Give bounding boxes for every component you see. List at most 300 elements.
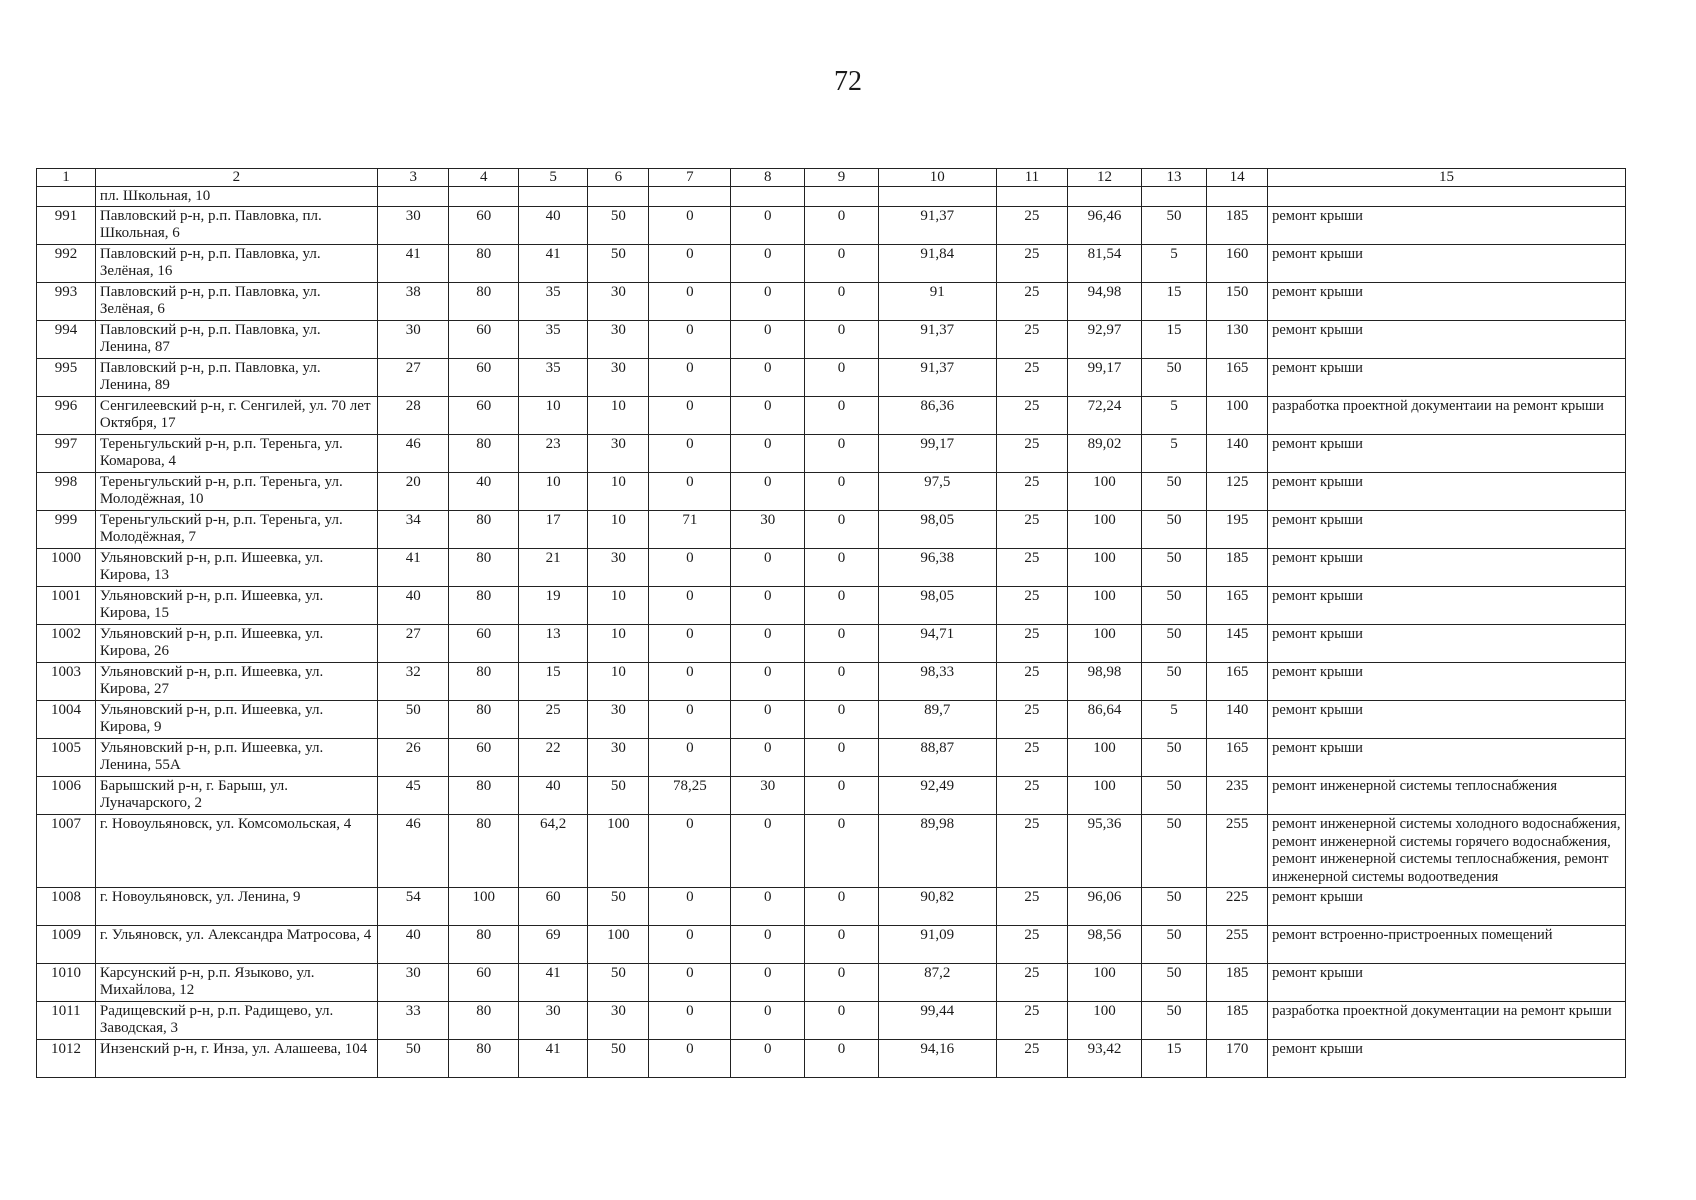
cell-c14: 165 — [1207, 663, 1268, 701]
cell-c12: 95,36 — [1068, 815, 1142, 888]
cell-address: пл. Школьная, 10 — [95, 187, 377, 207]
cell-c4: 60 — [449, 964, 518, 1002]
cell-work: ремонт крыши — [1268, 435, 1626, 473]
cell-no: 1003 — [37, 663, 96, 701]
cell-c7: 0 — [649, 701, 731, 739]
cell-c9: 0 — [805, 207, 879, 245]
cell-c9: 0 — [805, 739, 879, 777]
cell-c5: 41 — [518, 1040, 587, 1078]
cell-c6: 30 — [588, 701, 649, 739]
cell-c6: 30 — [588, 321, 649, 359]
cell-c14: 165 — [1207, 359, 1268, 397]
cell-c3: 50 — [377, 701, 449, 739]
cell-c6: 30 — [588, 283, 649, 321]
cell-c4: 80 — [449, 549, 518, 587]
cell-c10: 91,37 — [878, 359, 996, 397]
cell-work: ремонт крыши — [1268, 587, 1626, 625]
cell-c8: 0 — [731, 964, 805, 1002]
cell-work: ремонт крыши — [1268, 245, 1626, 283]
cell-c13: 50 — [1141, 815, 1206, 888]
table-row — [37, 473, 1626, 511]
cell-work: разработка проектной документаии на ремонт крыши — [1268, 397, 1626, 435]
cell-c5: 10 — [518, 397, 587, 435]
cell-c10: 91,37 — [878, 321, 996, 359]
cell-c10: 92,49 — [878, 777, 996, 815]
cell-work: ремонт крыши — [1268, 701, 1626, 739]
cell-c3: 40 — [377, 587, 449, 625]
cell-c6: 30 — [588, 1002, 649, 1040]
cell-c9: 0 — [805, 625, 879, 663]
cell-c10: 88,87 — [878, 739, 996, 777]
cell-c3: 30 — [377, 964, 449, 1002]
cell-c12: 100 — [1068, 777, 1142, 815]
cell-c10: 91,84 — [878, 245, 996, 283]
cell-c13: 50 — [1141, 1002, 1206, 1040]
cell-c3: 40 — [377, 926, 449, 964]
cell-c10: 98,33 — [878, 663, 996, 701]
cell-c11: 25 — [996, 587, 1068, 625]
cell-c12: 100 — [1068, 739, 1142, 777]
cell-c13: 50 — [1141, 964, 1206, 1002]
cell-c9: 0 — [805, 926, 879, 964]
cell-c12: 100 — [1068, 625, 1142, 663]
continuation-row — [37, 187, 1626, 207]
cell-c3: 34 — [377, 511, 449, 549]
cell-c7: 71 — [649, 511, 731, 549]
cell-c4: 80 — [449, 663, 518, 701]
cell-c3: 38 — [377, 283, 449, 321]
cell-c10: 99,44 — [878, 1002, 996, 1040]
cell-address: Ульяновский р-н, р.п. Ишеевка, ул. Кирова, 26 — [95, 625, 377, 663]
cell-no: 995 — [37, 359, 96, 397]
cell-c10: 99,17 — [878, 435, 996, 473]
cell-address: Карсунский р-н, р.п. Языково, ул. Михайлова, 12 — [95, 964, 377, 1002]
column-header-15: 15 — [1268, 169, 1626, 187]
cell-c4: 80 — [449, 777, 518, 815]
table-body — [37, 187, 1626, 1078]
cell-c9: 0 — [805, 1040, 879, 1078]
page-number: 72 — [834, 66, 862, 97]
cell-c11: 25 — [996, 701, 1068, 739]
cell-c3: 33 — [377, 1002, 449, 1040]
cell-c11: 25 — [996, 663, 1068, 701]
cell-c12: 81,54 — [1068, 245, 1142, 283]
cell-c9: 0 — [805, 815, 879, 888]
table-row — [37, 321, 1626, 359]
cell-c10: 91 — [878, 283, 996, 321]
cell-c10: 86,36 — [878, 397, 996, 435]
cell-c11: 25 — [996, 283, 1068, 321]
cell-no: 1011 — [37, 1002, 96, 1040]
cell-c5: 60 — [518, 888, 587, 926]
cell-c3: 30 — [377, 321, 449, 359]
cell-c13: 5 — [1141, 397, 1206, 435]
cell-c11: 25 — [996, 739, 1068, 777]
cell-c4: 80 — [449, 245, 518, 283]
table-row — [37, 701, 1626, 739]
cell-work: ремонт встроенно-пристроенных помещений — [1268, 926, 1626, 964]
cell-c12: 100 — [1068, 473, 1142, 511]
column-header-7: 7 — [649, 169, 731, 187]
cell-c14: 185 — [1207, 1002, 1268, 1040]
cell-c14: 150 — [1207, 283, 1268, 321]
column-header-3: 3 — [377, 169, 449, 187]
cell-work: разработка проектной документации на ремонт крыши — [1268, 1002, 1626, 1040]
cell-c10: 94,16 — [878, 1040, 996, 1078]
cell-c6: 10 — [588, 511, 649, 549]
cell-c11: 25 — [996, 397, 1068, 435]
cell-c3: 20 — [377, 473, 449, 511]
cell-c14: 185 — [1207, 207, 1268, 245]
cell-c5: 25 — [518, 701, 587, 739]
cell-c13: 50 — [1141, 926, 1206, 964]
cell-c7: 0 — [649, 473, 731, 511]
cell-c8: 0 — [731, 321, 805, 359]
cell-c5: 41 — [518, 245, 587, 283]
cell-c4: 60 — [449, 321, 518, 359]
cell-c13: 50 — [1141, 549, 1206, 587]
cell-address: Павловский р-н, р.п. Павловка, ул. Ленина, 87 — [95, 321, 377, 359]
table-row — [37, 964, 1626, 1002]
cell-c9: 0 — [805, 587, 879, 625]
cell-address: Павловский р-н, р.п. Павловка, ул. Зелёная, 6 — [95, 283, 377, 321]
cell-c6: 30 — [588, 359, 649, 397]
cell-c4: 60 — [449, 625, 518, 663]
cell-c3: 30 — [377, 207, 449, 245]
cell-c5: 21 — [518, 549, 587, 587]
cell-address: г. Ульяновск, ул. Александра Матросова, 4 — [95, 926, 377, 964]
cell-c3: 50 — [377, 1040, 449, 1078]
cell-no: 994 — [37, 321, 96, 359]
cell-c11: 25 — [996, 1040, 1068, 1078]
cell-c5: 40 — [518, 207, 587, 245]
cell-no: 1000 — [37, 549, 96, 587]
cell-c13: 50 — [1141, 663, 1206, 701]
column-number-row — [37, 169, 1626, 187]
cell-c14: 165 — [1207, 587, 1268, 625]
cell-address: Сенгилеевский р-н, г. Сенгилей, ул. 70 лет Октября, 17 — [95, 397, 377, 435]
cell-c12: 86,64 — [1068, 701, 1142, 739]
cell-c8: 30 — [731, 511, 805, 549]
cell-c8: 0 — [731, 473, 805, 511]
cell-address: Павловский р-н, р.п. Павловка, пл. Школьная, 6 — [95, 207, 377, 245]
cell-c7: 0 — [649, 397, 731, 435]
cell-c12: 98,56 — [1068, 926, 1142, 964]
cell-c14: 140 — [1207, 435, 1268, 473]
cell-no: 1008 — [37, 888, 96, 926]
cell-c11: 25 — [996, 777, 1068, 815]
cell-c6: 50 — [588, 777, 649, 815]
cell-c6: 10 — [588, 397, 649, 435]
cell-c7: 0 — [649, 888, 731, 926]
cell-c8: 0 — [731, 435, 805, 473]
cell-c4: 80 — [449, 511, 518, 549]
cell-c3: 54 — [377, 888, 449, 926]
cell-c12: 100 — [1068, 511, 1142, 549]
cell-c11: 25 — [996, 435, 1068, 473]
cell-no: 1012 — [37, 1040, 96, 1078]
cell-c5: 40 — [518, 777, 587, 815]
cell-c4: 80 — [449, 587, 518, 625]
cell-c7: 0 — [649, 964, 731, 1002]
cell-c10: 98,05 — [878, 511, 996, 549]
cell-c5: 35 — [518, 283, 587, 321]
cell-c3: 46 — [377, 435, 449, 473]
cell-c7: 0 — [649, 549, 731, 587]
column-header-11: 11 — [996, 169, 1068, 187]
cell-c7: 0 — [649, 283, 731, 321]
cell-c5: 15 — [518, 663, 587, 701]
cell-address: Тереньгульский р-н, р.п. Тереньга, ул. Молодёжная, 10 — [95, 473, 377, 511]
cell-c7: 0 — [649, 359, 731, 397]
cell-work: ремонт крыши — [1268, 625, 1626, 663]
cell-work: ремонт крыши — [1268, 964, 1626, 1002]
cell-c11: 25 — [996, 964, 1068, 1002]
cell-no: 1005 — [37, 739, 96, 777]
cell-c5: 35 — [518, 321, 587, 359]
table-row — [37, 397, 1626, 435]
cell-work: ремонт крыши — [1268, 739, 1626, 777]
cell-c4: 100 — [449, 888, 518, 926]
cell-c14: 185 — [1207, 964, 1268, 1002]
cell-address: Ульяновский р-н, р.п. Ишеевка, ул. Кирова, 15 — [95, 587, 377, 625]
cell-c14: 170 — [1207, 1040, 1268, 1078]
cell-no: 1001 — [37, 587, 96, 625]
cell-work: ремонт крыши — [1268, 473, 1626, 511]
cell-address: Ульяновский р-н, р.п. Ишеевка, ул. Кирова, 9 — [95, 701, 377, 739]
cell-c7: 0 — [649, 926, 731, 964]
cell-c5: 64,2 — [518, 815, 587, 888]
cell-work: ремонт крыши — [1268, 321, 1626, 359]
cell-c14: 225 — [1207, 888, 1268, 926]
cell-work: ремонт крыши — [1268, 283, 1626, 321]
cell-no: 992 — [37, 245, 96, 283]
cell-c3: 26 — [377, 739, 449, 777]
cell-c9: 0 — [805, 245, 879, 283]
cell-c8: 0 — [731, 549, 805, 587]
cell-c9: 0 — [805, 283, 879, 321]
cell-no: 998 — [37, 473, 96, 511]
cell-no: 1010 — [37, 964, 96, 1002]
cell-c14: 140 — [1207, 701, 1268, 739]
cell-c12: 96,06 — [1068, 888, 1142, 926]
table-row — [37, 549, 1626, 587]
cell-no: 993 — [37, 283, 96, 321]
cell-c5: 22 — [518, 739, 587, 777]
cell-c6: 50 — [588, 207, 649, 245]
table-row — [37, 587, 1626, 625]
cell-c6: 30 — [588, 435, 649, 473]
column-header-8: 8 — [731, 169, 805, 187]
cell-c9: 0 — [805, 964, 879, 1002]
cell-c5: 13 — [518, 625, 587, 663]
table-row — [37, 1002, 1626, 1040]
column-header-2: 2 — [95, 169, 377, 187]
cell-c3: 41 — [377, 549, 449, 587]
cell-c7: 0 — [649, 625, 731, 663]
cell-c9: 0 — [805, 473, 879, 511]
cell-c12: 100 — [1068, 587, 1142, 625]
cell-c6: 10 — [588, 663, 649, 701]
cell-no: 997 — [37, 435, 96, 473]
cell-c12: 99,17 — [1068, 359, 1142, 397]
cell-c14: 130 — [1207, 321, 1268, 359]
cell-c3: 32 — [377, 663, 449, 701]
cell-c12: 96,46 — [1068, 207, 1142, 245]
cell-c13: 5 — [1141, 245, 1206, 283]
column-header-5: 5 — [518, 169, 587, 187]
cell-c9: 0 — [805, 549, 879, 587]
cell-c4: 80 — [449, 1040, 518, 1078]
cell-c9: 0 — [805, 777, 879, 815]
cell-c14: 195 — [1207, 511, 1268, 549]
cell-c14: 255 — [1207, 815, 1268, 888]
cell-c11: 25 — [996, 815, 1068, 888]
cell-c6: 50 — [588, 964, 649, 1002]
table-row — [37, 283, 1626, 321]
cell-c4: 80 — [449, 815, 518, 888]
cell-c10: 91,09 — [878, 926, 996, 964]
cell-c12: 100 — [1068, 1002, 1142, 1040]
cell-c12: 72,24 — [1068, 397, 1142, 435]
cell-c4: 60 — [449, 207, 518, 245]
cell-no: 1006 — [37, 777, 96, 815]
cell-c9: 0 — [805, 663, 879, 701]
cell-work: ремонт инженерной системы теплоснабжения — [1268, 777, 1626, 815]
cell-work: ремонт крыши — [1268, 1040, 1626, 1078]
table-row — [37, 625, 1626, 663]
cell-c4: 80 — [449, 1002, 518, 1040]
cell-address: Радищевский р-н, р.п. Радищево, ул. Заводская, 3 — [95, 1002, 377, 1040]
cell-c12: 100 — [1068, 964, 1142, 1002]
cell-c4: 60 — [449, 397, 518, 435]
cell-c14: 235 — [1207, 777, 1268, 815]
cell-c10: 89,98 — [878, 815, 996, 888]
cell-c5: 23 — [518, 435, 587, 473]
cell-c9: 0 — [805, 435, 879, 473]
table-row — [37, 511, 1626, 549]
cell-c13: 50 — [1141, 511, 1206, 549]
cell-c8: 0 — [731, 625, 805, 663]
cell-c14: 145 — [1207, 625, 1268, 663]
cell-c9: 0 — [805, 321, 879, 359]
cell-c14: 255 — [1207, 926, 1268, 964]
cell-c13: 50 — [1141, 207, 1206, 245]
cell-c8: 0 — [731, 283, 805, 321]
cell-c8: 0 — [731, 739, 805, 777]
cell-c11: 25 — [996, 511, 1068, 549]
column-header-10: 10 — [878, 169, 996, 187]
cell-c7: 0 — [649, 321, 731, 359]
cell-c11: 25 — [996, 888, 1068, 926]
table-row — [37, 888, 1626, 926]
cell-c11: 25 — [996, 625, 1068, 663]
cell-c12: 92,97 — [1068, 321, 1142, 359]
cell-c14: 125 — [1207, 473, 1268, 511]
cell-c9: 0 — [805, 1002, 879, 1040]
cell-work: ремонт крыши — [1268, 549, 1626, 587]
cell-no — [37, 187, 96, 207]
cell-c11: 25 — [996, 359, 1068, 397]
cell-c6: 50 — [588, 888, 649, 926]
cell-c4: 80 — [449, 435, 518, 473]
cell-c7: 0 — [649, 1002, 731, 1040]
cell-c13: 50 — [1141, 888, 1206, 926]
cell-no: 1002 — [37, 625, 96, 663]
cell-c3: 41 — [377, 245, 449, 283]
cell-no: 991 — [37, 207, 96, 245]
cell-c12: 89,02 — [1068, 435, 1142, 473]
cell-c4: 60 — [449, 739, 518, 777]
cell-work: ремонт крыши — [1268, 207, 1626, 245]
cell-c10: 87,2 — [878, 964, 996, 1002]
cell-work: ремонт крыши — [1268, 663, 1626, 701]
cell-c6: 30 — [588, 549, 649, 587]
cell-c3: 45 — [377, 777, 449, 815]
cell-c10: 89,7 — [878, 701, 996, 739]
cell-c11: 25 — [996, 549, 1068, 587]
cell-no: 1009 — [37, 926, 96, 964]
cell-c7: 0 — [649, 663, 731, 701]
cell-c13: 50 — [1141, 739, 1206, 777]
cell-c10: 90,82 — [878, 888, 996, 926]
cell-c8: 0 — [731, 815, 805, 888]
cell-c11: 25 — [996, 926, 1068, 964]
cell-c10: 96,38 — [878, 549, 996, 587]
table-row — [37, 435, 1626, 473]
cell-address: Тереньгульский р-н, р.п. Тереньга, ул. Молодёжная, 7 — [95, 511, 377, 549]
cell-c4: 80 — [449, 283, 518, 321]
cell-c5: 69 — [518, 926, 587, 964]
cell-c8: 0 — [731, 701, 805, 739]
cell-c9: 0 — [805, 888, 879, 926]
cell-address: г. Новоульяновск, ул. Ленина, 9 — [95, 888, 377, 926]
cell-c7: 78,25 — [649, 777, 731, 815]
cell-c14: 160 — [1207, 245, 1268, 283]
cell-no: 996 — [37, 397, 96, 435]
table-row — [37, 926, 1626, 964]
cell-c13: 15 — [1141, 321, 1206, 359]
cell-c7: 0 — [649, 1040, 731, 1078]
cell-c6: 10 — [588, 587, 649, 625]
cell-c6: 10 — [588, 625, 649, 663]
cell-c4: 60 — [449, 359, 518, 397]
cell-c8: 0 — [731, 888, 805, 926]
column-header-4: 4 — [449, 169, 518, 187]
cell-c6: 100 — [588, 926, 649, 964]
table-row — [37, 777, 1626, 815]
column-header-6: 6 — [588, 169, 649, 187]
column-header-1: 1 — [37, 169, 96, 187]
cell-c13: 15 — [1141, 283, 1206, 321]
cell-work: ремонт инженерной системы холодного водоснабжения, ремонт инженерной системы горячего водоснабжения, ремонт инженерной системы теплоснабжения, ремонт инженерной системы водоотведения — [1268, 815, 1626, 888]
cell-c8: 0 — [731, 587, 805, 625]
cell-address: г. Новоульяновск, ул. Комсомольская, 4 — [95, 815, 377, 888]
cell-c11: 25 — [996, 321, 1068, 359]
cell-c12: 94,98 — [1068, 283, 1142, 321]
cell-c10: 91,37 — [878, 207, 996, 245]
cell-c10: 94,71 — [878, 625, 996, 663]
cell-no: 1007 — [37, 815, 96, 888]
cell-c3: 27 — [377, 625, 449, 663]
cell-c6: 50 — [588, 245, 649, 283]
cell-c13: 5 — [1141, 701, 1206, 739]
cell-c6: 100 — [588, 815, 649, 888]
cell-address: Павловский р-н, р.п. Павловка, ул. Зелёная, 16 — [95, 245, 377, 283]
cell-c4: 40 — [449, 473, 518, 511]
cell-c6: 10 — [588, 473, 649, 511]
cell-address: Ульяновский р-н, р.п. Ишеевка, ул. Кирова, 27 — [95, 663, 377, 701]
